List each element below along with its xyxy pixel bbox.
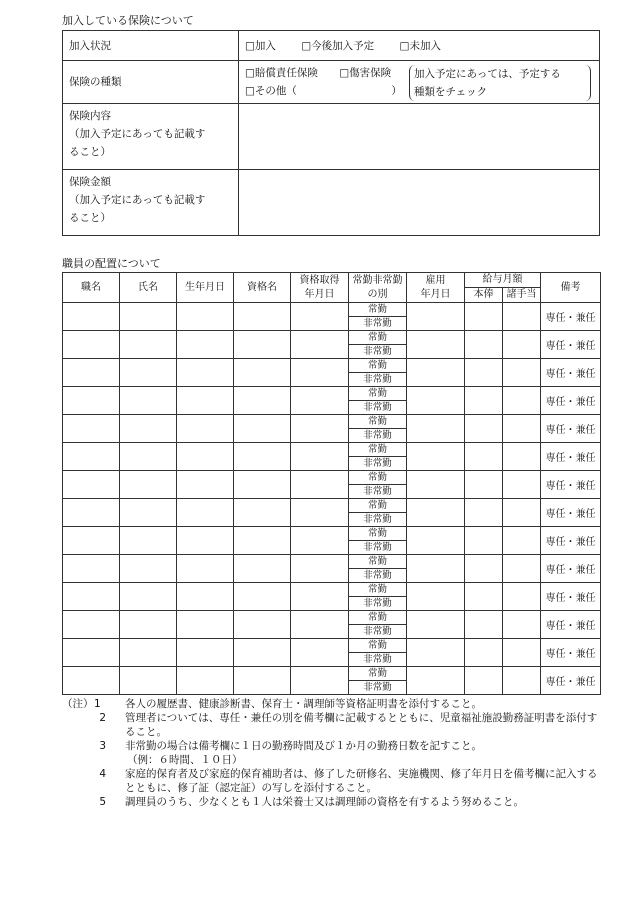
parttime-option[interactable]: 非常勤 <box>349 597 407 611</box>
hire-date-cell[interactable] <box>407 639 465 667</box>
remarks-cell[interactable]: 専任・兼任 <box>541 527 601 555</box>
qualification-cell[interactable] <box>234 303 291 331</box>
job-title-cell[interactable] <box>63 555 120 583</box>
remarks-cell[interactable]: 専任・兼任 <box>541 639 601 667</box>
insurance-content-label-line1: 保険内容 <box>69 110 111 122</box>
base-salary-cell[interactable] <box>465 611 503 639</box>
insurance-type-note <box>409 65 591 101</box>
parttime-option[interactable]: 非常勤 <box>349 485 407 499</box>
hire-date-cell[interactable] <box>407 331 465 359</box>
enrollment-status-label: 加入状況 <box>63 31 239 61</box>
name-cell[interactable] <box>120 359 177 387</box>
hire-date-cell[interactable] <box>407 443 465 471</box>
note-item <box>62 711 602 739</box>
qualification-date-header-line2: 年月日 <box>304 288 335 300</box>
staff-row <box>63 303 601 317</box>
enrolled-checkbox[interactable]: □加入 <box>245 39 276 52</box>
insurance-content-label-line3: ること） <box>69 146 111 158</box>
staff-section-title: 職員の配置について <box>62 257 161 270</box>
note-number: 1 <box>94 698 101 710</box>
not-enrolled-checkbox[interactable]: □未加入 <box>399 39 441 52</box>
fulltime-option[interactable]: 常勤 <box>349 639 407 653</box>
fulltime-option[interactable]: 常勤 <box>349 471 407 485</box>
job-title-cell[interactable] <box>63 527 120 555</box>
allowance-cell[interactable] <box>503 667 541 695</box>
note-item <box>62 795 602 809</box>
remarks-cell[interactable]: 専任・兼任 <box>541 443 601 471</box>
parttime-option[interactable]: 非常勤 <box>349 317 407 331</box>
qualification-cell[interactable] <box>234 471 291 499</box>
insurance-amount-label-line3: ること） <box>69 212 111 224</box>
birthdate-cell[interactable] <box>177 527 234 555</box>
staff-row <box>63 611 601 625</box>
allowance-cell[interactable] <box>503 443 541 471</box>
note-text: 調理員のうち、少なくとも１人は栄養士又は調理師の資格を有するよう努めること。 <box>125 796 524 808</box>
hire-date-cell[interactable] <box>407 303 465 331</box>
note-number: 5 <box>99 796 106 808</box>
birthdate-cell[interactable] <box>177 499 234 527</box>
hire-date-cell[interactable] <box>407 359 465 387</box>
base-salary-cell[interactable] <box>465 387 503 415</box>
qualification-date-header <box>291 273 349 303</box>
job-title-cell[interactable] <box>63 639 120 667</box>
parttime-option[interactable]: 非常勤 <box>349 513 407 527</box>
hire-date-cell[interactable] <box>407 527 465 555</box>
birthdate-cell[interactable] <box>177 583 234 611</box>
base-salary-cell[interactable] <box>465 527 503 555</box>
name-cell[interactable] <box>120 555 177 583</box>
accident-insurance-checkbox[interactable]: □傷害保険 <box>339 67 392 79</box>
qualification-date-cell[interactable] <box>291 555 349 583</box>
note-item <box>62 697 602 711</box>
job-title-cell[interactable] <box>63 387 120 415</box>
birthdate-cell[interactable] <box>177 667 234 695</box>
qualification-cell[interactable] <box>234 499 291 527</box>
hire-date-cell[interactable] <box>407 471 465 499</box>
staff-row <box>63 583 601 597</box>
allowance-cell[interactable] <box>503 471 541 499</box>
name-cell[interactable] <box>120 639 177 667</box>
other-insurance-checkbox[interactable]: □その他（ ） <box>245 85 402 97</box>
hire-date-header-line2: 年月日 <box>420 288 451 300</box>
job-title-cell[interactable] <box>63 359 120 387</box>
remarks-cell[interactable]: 専任・兼任 <box>541 471 601 499</box>
hire-date-cell[interactable] <box>407 667 465 695</box>
birthdate-cell[interactable] <box>177 471 234 499</box>
parttime-option[interactable]: 非常勤 <box>349 681 407 695</box>
name-cell[interactable] <box>120 583 177 611</box>
qualification-date-cell[interactable] <box>291 667 349 695</box>
insurance-amount-row <box>63 170 600 236</box>
staff-row <box>63 415 601 429</box>
birthdate-header: 生年月日 <box>177 273 234 303</box>
allowance-cell[interactable] <box>503 499 541 527</box>
employment-type-header-line1: 常勤非常勤 <box>352 274 403 286</box>
name-cell[interactable] <box>120 415 177 443</box>
insurance-content-label <box>63 104 239 170</box>
insurance-amount-label-line1: 保険金額 <box>69 176 111 188</box>
fulltime-option[interactable]: 常勤 <box>349 359 407 373</box>
birthdate-cell[interactable] <box>177 303 234 331</box>
staff-table-body <box>63 303 601 695</box>
enrollment-status-options <box>239 31 600 61</box>
qualification-date-cell[interactable] <box>291 415 349 443</box>
qualification-cell[interactable] <box>234 555 291 583</box>
job-title-cell[interactable] <box>63 331 120 359</box>
note-example: （例：６時間、１０日） <box>127 754 243 766</box>
remarks-cell[interactable]: 専任・兼任 <box>541 303 601 331</box>
qualification-date-cell[interactable] <box>291 639 349 667</box>
birthdate-cell[interactable] <box>177 359 234 387</box>
insurance-type-options <box>239 61 600 104</box>
birthdate-cell[interactable] <box>177 639 234 667</box>
qualification-date-cell[interactable] <box>291 331 349 359</box>
qualification-cell[interactable] <box>234 667 291 695</box>
fulltime-option[interactable]: 常勤 <box>349 611 407 625</box>
base-salary-cell[interactable] <box>465 303 503 331</box>
name-cell[interactable] <box>120 387 177 415</box>
notes-prefix: （注） <box>62 698 94 710</box>
qualification-date-header-line1: 資格取得 <box>299 274 340 286</box>
allowance-cell[interactable] <box>503 611 541 639</box>
parttime-option[interactable]: 非常勤 <box>349 653 407 667</box>
hire-date-header-line1: 雇用 <box>425 274 446 286</box>
name-cell[interactable] <box>120 527 177 555</box>
qualification-date-cell[interactable] <box>291 471 349 499</box>
fulltime-option[interactable]: 常勤 <box>349 583 407 597</box>
qualification-date-cell[interactable] <box>291 359 349 387</box>
remarks-cell[interactable]: 専任・兼任 <box>541 331 601 359</box>
job-title-cell[interactable] <box>63 471 120 499</box>
remarks-cell[interactable]: 専任・兼任 <box>541 555 601 583</box>
name-cell[interactable] <box>120 667 177 695</box>
staff-row <box>63 667 601 681</box>
allowance-cell[interactable] <box>503 555 541 583</box>
remarks-cell[interactable]: 専任・兼任 <box>541 499 601 527</box>
remarks-cell[interactable]: 専任・兼任 <box>541 583 601 611</box>
birthdate-cell[interactable] <box>177 555 234 583</box>
fulltime-option[interactable]: 常勤 <box>349 527 407 541</box>
remarks-cell[interactable]: 専任・兼任 <box>541 611 601 639</box>
name-cell[interactable] <box>120 499 177 527</box>
job-title-cell[interactable] <box>63 303 120 331</box>
planned-enrollment-checkbox[interactable]: □今後加入予定 <box>301 39 375 52</box>
insurance-amount-label-line2: （加入予定にあっても記載す <box>69 194 206 206</box>
base-salary-cell[interactable] <box>465 415 503 443</box>
staff-row <box>63 639 601 653</box>
birthdate-cell[interactable] <box>177 331 234 359</box>
salary-header: 給与月額 <box>465 273 541 288</box>
staff-row <box>63 471 601 485</box>
qualification-date-cell[interactable] <box>291 527 349 555</box>
note-number: 4 <box>99 768 106 780</box>
qualification-header: 資格名 <box>234 273 291 303</box>
allowance-cell[interactable] <box>503 583 541 611</box>
staff-row <box>63 499 601 513</box>
fulltime-option[interactable]: 常勤 <box>349 667 407 681</box>
qualification-cell[interactable] <box>234 331 291 359</box>
job-title-cell[interactable] <box>63 667 120 695</box>
insurance-type-row <box>63 61 600 104</box>
qualification-date-cell[interactable] <box>291 583 349 611</box>
job-title-cell[interactable] <box>63 443 120 471</box>
allowance-cell[interactable] <box>503 387 541 415</box>
qualification-cell[interactable] <box>234 611 291 639</box>
staff-row <box>63 527 601 541</box>
note-number: 3 <box>99 740 106 752</box>
parttime-option[interactable]: 非常勤 <box>349 401 407 415</box>
allowance-cell[interactable] <box>503 359 541 387</box>
birthdate-cell[interactable] <box>177 415 234 443</box>
base-salary-cell[interactable] <box>465 331 503 359</box>
hire-date-cell[interactable] <box>407 555 465 583</box>
fulltime-option[interactable]: 常勤 <box>349 415 407 429</box>
allowance-cell[interactable] <box>503 331 541 359</box>
base-salary-cell[interactable] <box>465 555 503 583</box>
insurance-table <box>62 30 600 236</box>
note-item <box>62 739 602 753</box>
qualification-cell[interactable] <box>234 415 291 443</box>
name-cell[interactable] <box>120 471 177 499</box>
allowance-cell[interactable] <box>503 639 541 667</box>
base-salary-header: 本俸 <box>465 288 503 303</box>
qualification-cell[interactable] <box>234 387 291 415</box>
enrollment-status-row <box>63 31 600 61</box>
insurance-content-field[interactable] <box>239 104 600 170</box>
hire-date-cell[interactable] <box>407 583 465 611</box>
employment-type-header-line2: の別 <box>367 288 388 300</box>
staff-row <box>63 387 601 401</box>
fulltime-option[interactable]: 常勤 <box>349 303 407 317</box>
name-header: 氏名 <box>120 273 177 303</box>
job-title-cell[interactable] <box>63 583 120 611</box>
name-cell[interactable] <box>120 443 177 471</box>
parttime-option[interactable]: 非常勤 <box>349 457 407 471</box>
name-cell[interactable] <box>120 331 177 359</box>
hire-date-cell[interactable] <box>407 415 465 443</box>
note-number: 2 <box>99 712 106 724</box>
staff-row <box>63 443 601 457</box>
allowance-cell[interactable] <box>503 303 541 331</box>
hire-date-cell[interactable] <box>407 611 465 639</box>
insurance-section-title: 加入している保険について <box>62 14 194 27</box>
note-text: 管理者については、専任・兼任の別を備考欄に記載するとともに、児童福祉施設勤務証明書を添付すること。 <box>125 712 598 738</box>
base-salary-cell[interactable] <box>465 667 503 695</box>
insurance-type-note-line2: 種類をチェック <box>414 86 488 98</box>
birthdate-cell[interactable] <box>177 443 234 471</box>
insurance-content-label-line2: （加入予定にあっても記載す <box>69 128 206 140</box>
insurance-amount-field[interactable] <box>239 170 600 236</box>
staff-table <box>62 272 601 695</box>
base-salary-cell[interactable] <box>465 359 503 387</box>
remarks-cell[interactable]: 専任・兼任 <box>541 667 601 695</box>
job-title-cell[interactable] <box>63 415 120 443</box>
parttime-option[interactable]: 非常勤 <box>349 429 407 443</box>
qualification-date-cell[interactable] <box>291 499 349 527</box>
remarks-cell[interactable]: 専任・兼任 <box>541 415 601 443</box>
birthdate-cell[interactable] <box>177 611 234 639</box>
qualification-cell[interactable] <box>234 639 291 667</box>
parttime-option[interactable]: 非常勤 <box>349 625 407 639</box>
job-title-cell[interactable] <box>63 611 120 639</box>
allowance-cell[interactable] <box>503 415 541 443</box>
base-salary-cell[interactable] <box>465 583 503 611</box>
fulltime-option[interactable]: 常勤 <box>349 331 407 345</box>
base-salary-cell[interactable] <box>465 499 503 527</box>
parttime-option[interactable]: 非常勤 <box>349 541 407 555</box>
qualification-date-cell[interactable] <box>291 387 349 415</box>
allowance-cell[interactable] <box>503 527 541 555</box>
hire-date-cell[interactable] <box>407 387 465 415</box>
fulltime-option[interactable]: 常勤 <box>349 443 407 457</box>
note-text: 各人の履歴書、健康診断書、保育士・調理師等資格証明書を添付すること。 <box>125 698 482 710</box>
fulltime-option[interactable]: 常勤 <box>349 387 407 401</box>
base-salary-cell[interactable] <box>465 639 503 667</box>
note-text: 家庭的保育者及び家庭的保育補助者は、修了した研修名、実施機関、修了年月日を備考欄に記入するとともに、修了証（認定証）の写しを添付すること。 <box>125 768 598 794</box>
base-salary-cell[interactable] <box>465 443 503 471</box>
qualification-cell[interactable] <box>234 443 291 471</box>
insurance-content-row <box>63 104 600 170</box>
parttime-option[interactable]: 非常勤 <box>349 345 407 359</box>
parttime-option[interactable]: 非常勤 <box>349 569 407 583</box>
staff-row <box>63 331 601 345</box>
base-salary-cell[interactable] <box>465 471 503 499</box>
fulltime-option[interactable]: 常勤 <box>349 555 407 569</box>
parttime-option[interactable]: 非常勤 <box>349 373 407 387</box>
qualification-cell[interactable] <box>234 527 291 555</box>
name-cell[interactable] <box>120 303 177 331</box>
hire-date-cell[interactable] <box>407 499 465 527</box>
note-item <box>62 767 602 795</box>
qualification-date-cell[interactable] <box>291 443 349 471</box>
note-text: 非常勤の場合は備考欄に１日の勤務時間及び１か月の勤務日数を記すこと。 <box>125 740 482 752</box>
job-title-header: 職名 <box>63 273 120 303</box>
fulltime-option[interactable]: 常勤 <box>349 499 407 513</box>
job-title-cell[interactable] <box>63 499 120 527</box>
notes-section <box>62 697 602 809</box>
employment-type-header <box>349 273 407 303</box>
name-cell[interactable] <box>120 611 177 639</box>
insurance-amount-label <box>63 170 239 236</box>
staff-row <box>63 555 601 569</box>
remarks-cell[interactable]: 専任・兼任 <box>541 387 601 415</box>
remarks-header: 備考 <box>541 273 601 303</box>
hire-date-header <box>407 273 465 303</box>
staff-header-row-1 <box>63 273 601 288</box>
liability-insurance-checkbox[interactable]: □賠償責任保険 <box>245 67 318 79</box>
qualification-cell[interactable] <box>234 583 291 611</box>
qualification-date-cell[interactable] <box>291 303 349 331</box>
allowance-header: 諸手当 <box>503 288 541 303</box>
insurance-type-note-line1: 加入予定にあっては、予定する <box>414 68 561 80</box>
insurance-type-label: 保険の種類 <box>63 61 239 104</box>
staff-row <box>63 359 601 373</box>
qualification-cell[interactable] <box>234 359 291 387</box>
qualification-date-cell[interactable] <box>291 611 349 639</box>
remarks-cell[interactable]: 専任・兼任 <box>541 359 601 387</box>
birthdate-cell[interactable] <box>177 387 234 415</box>
